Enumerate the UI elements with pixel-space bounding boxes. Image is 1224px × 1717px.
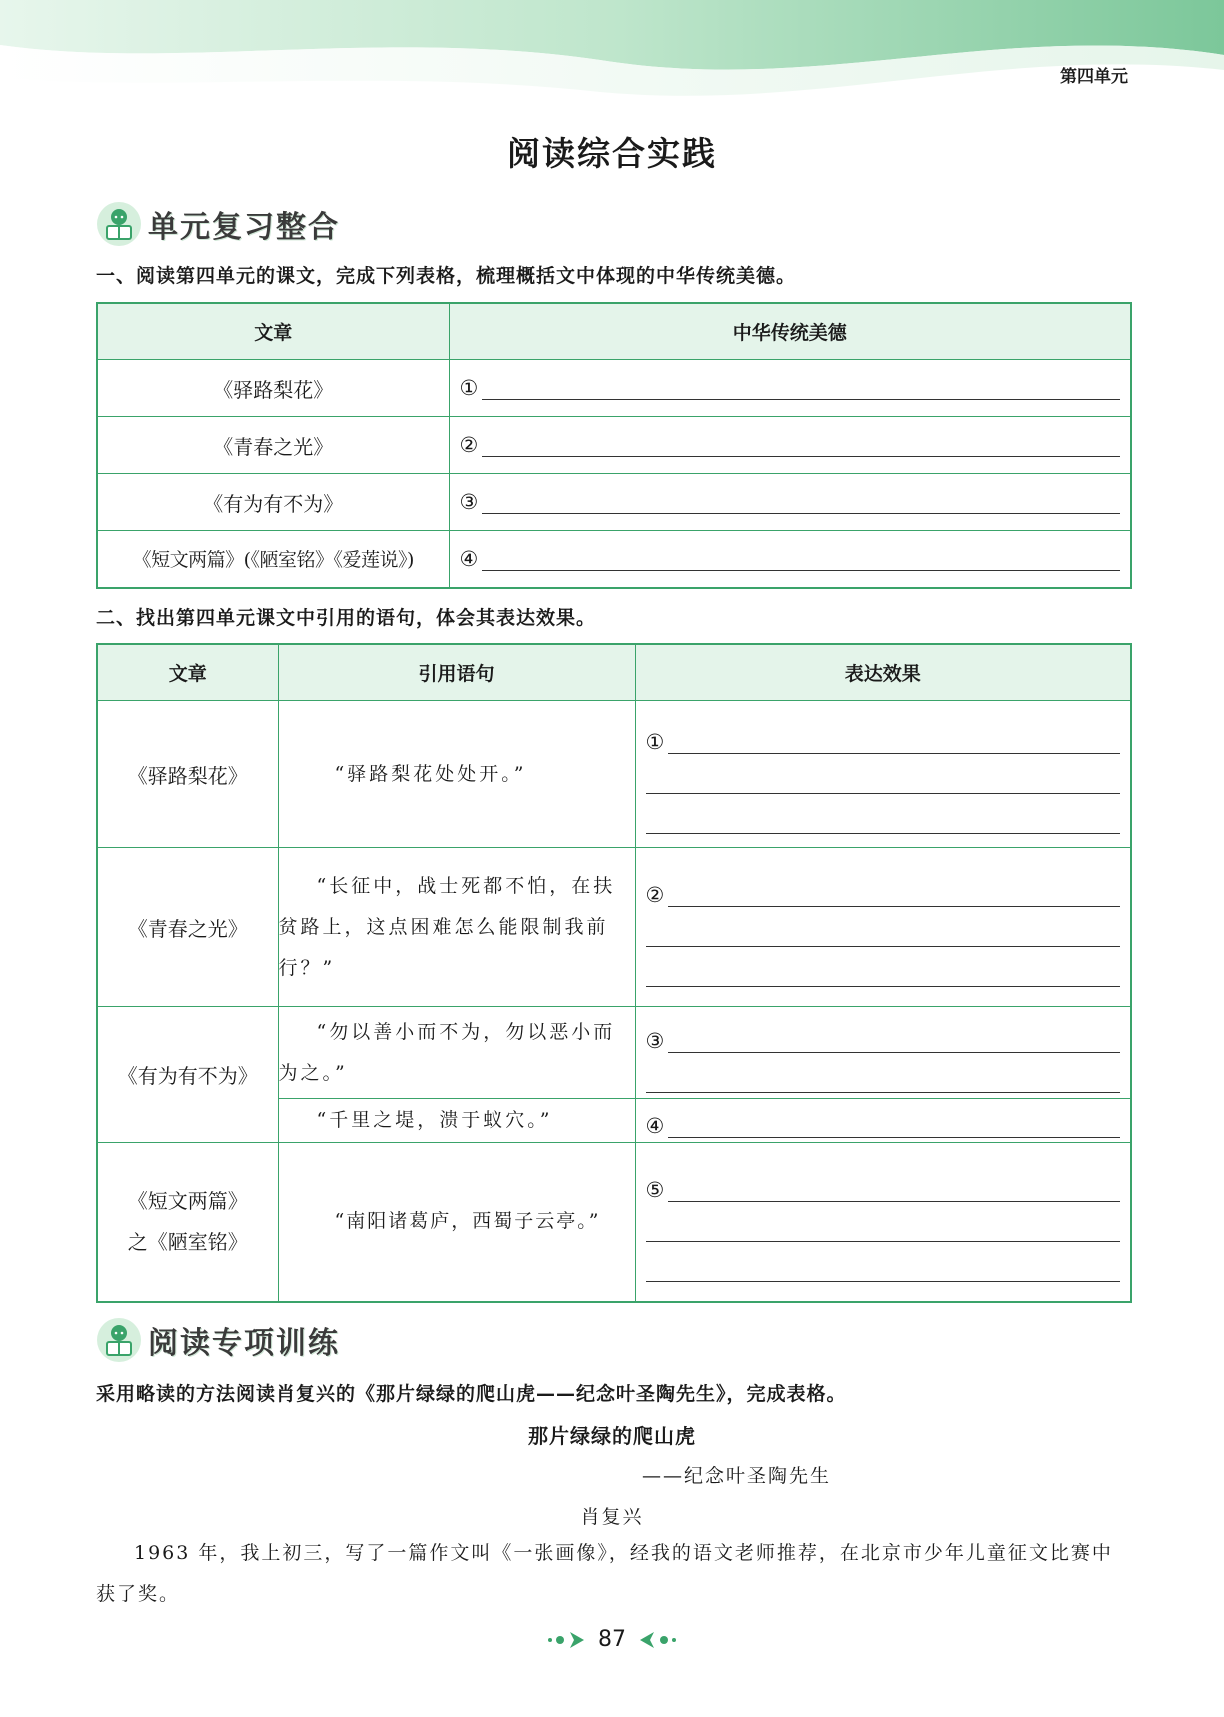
table-row (97, 1007, 1131, 1099)
effect-cell[interactable] (635, 1007, 1131, 1099)
answer-line[interactable] (646, 771, 1121, 794)
section-heading-reading-training (96, 1316, 340, 1364)
answer-line[interactable] (668, 884, 1120, 907)
answer-line[interactable] (482, 491, 1120, 514)
page-number: 87 (598, 1627, 626, 1652)
section-title: 阅读专项训练 (148, 1326, 340, 1361)
answer-line[interactable] (482, 548, 1120, 571)
section-heading-review (96, 200, 340, 248)
answer-line[interactable] (646, 924, 1121, 947)
passage-paragraph: 1963 年，我上初三，写了一篇作文叫《一张画像》，经我的语文老师推荐，在北京市少年儿童征文比赛中获了奖。 (96, 1542, 1113, 1605)
answer-number: ① (459, 376, 479, 400)
answer-number: ⑤ (645, 1177, 665, 1202)
answer-line[interactable] (646, 1259, 1121, 1282)
page-title: 阅读综合实践 (507, 134, 717, 173)
table-row (97, 417, 1131, 474)
section-title: 单元复习整合 (148, 210, 340, 245)
col-header-quote: 引用语句 (278, 644, 635, 701)
header-wave-decoration (0, 0, 1224, 115)
quote-cell: “长征中，战士死都不怕，在扶贫路上，这点困难怎么能限制我前行？” (278, 848, 635, 1007)
answer-number: ③ (645, 1028, 665, 1053)
table-virtues (96, 302, 1132, 589)
quote-cell: “勿以善小而不为，勿以恶小而为之。” (278, 1007, 635, 1099)
left-arrow-decoration-icon (546, 1630, 588, 1650)
effect-cell[interactable] (635, 1099, 1131, 1143)
right-arrow-decoration-icon (636, 1630, 678, 1650)
answer-cell[interactable] (449, 474, 1131, 531)
answer-line[interactable] (668, 1030, 1120, 1053)
passage-subtitle: ——纪念叶圣陶先生 (642, 1465, 832, 1487)
col-header-effect: 表达效果 (635, 644, 1131, 701)
reading-instruction: 采用略读的方法阅读肖复兴的《那片绿绿的爬山虎——纪念叶圣陶先生》，完成表格。 (96, 1383, 847, 1405)
reading-student-icon (96, 201, 142, 247)
answer-cell[interactable] (449, 417, 1131, 474)
quote-cell: “南阳诸葛庐，西蜀子云亭。” (278, 1143, 635, 1302)
answer-number: ④ (459, 546, 479, 571)
page-footer (0, 1627, 1224, 1652)
quote-cell: “千里之堤，溃于蚁穴。” (278, 1099, 635, 1143)
table-row (97, 1143, 1131, 1302)
article-line: 之《陋室铭》 (127, 1229, 248, 1254)
quote-cell: “驿路梨花处处开。” (278, 701, 635, 848)
article-cell: 《青春之光》 (97, 848, 278, 1007)
article-cell: 《青春之光》 (97, 417, 449, 474)
col-header-virtue: 中华传统美德 (449, 303, 1131, 360)
answer-number: ② (459, 433, 479, 457)
answer-number: ② (645, 883, 665, 907)
table-row (97, 848, 1131, 1007)
col-header-article: 文章 (97, 303, 449, 360)
table-quotations (96, 643, 1132, 1303)
question-1-instruction: 一、阅读第四单元的课文，完成下列表格，梳理概括文中体现的中华传统美德。 (96, 265, 797, 287)
table-row (97, 531, 1131, 588)
article-cell: 《短文两篇》(《陋室铭》《爱莲说》) (97, 531, 449, 588)
answer-line[interactable] (668, 1179, 1120, 1202)
article-cell: 《有为有不为》 (97, 1007, 278, 1143)
answer-line[interactable] (646, 1219, 1121, 1242)
reading-student-icon (96, 1317, 142, 1363)
answer-cell[interactable] (449, 360, 1131, 417)
effect-cell[interactable] (635, 1143, 1131, 1302)
answer-number: ③ (459, 490, 479, 514)
answer-cell[interactable] (449, 531, 1131, 588)
article-line: 《短文两篇》 (127, 1188, 248, 1213)
article-cell: 《驿路梨花》 (97, 360, 449, 417)
answer-line[interactable] (646, 1070, 1121, 1093)
passage-author: 肖复兴 (580, 1506, 644, 1528)
answer-number: ④ (645, 1113, 665, 1138)
question-2-instruction: 二、找出第四单元课文中引用的语句，体会其表达效果。 (96, 607, 597, 629)
passage-title: 那片绿绿的爬山虎 (528, 1424, 696, 1448)
answer-line[interactable] (668, 1115, 1120, 1138)
article-cell: 《有为有不为》 (97, 474, 449, 531)
col-header-article: 文章 (97, 644, 278, 701)
table-header-row (97, 644, 1131, 701)
table-row (97, 360, 1131, 417)
effect-cell[interactable] (635, 848, 1131, 1007)
answer-line[interactable] (482, 434, 1120, 457)
answer-line[interactable] (668, 731, 1120, 754)
answer-line[interactable] (646, 964, 1121, 987)
unit-label: 第四单元 (1060, 67, 1128, 87)
table-header-row (97, 303, 1131, 360)
answer-line[interactable] (646, 811, 1121, 834)
article-cell: 《驿路梨花》 (97, 701, 278, 848)
answer-number: ① (645, 730, 665, 754)
answer-line[interactable] (482, 377, 1120, 400)
effect-cell[interactable] (635, 701, 1131, 848)
table-row (97, 701, 1131, 848)
table-row (97, 474, 1131, 531)
article-cell (97, 1143, 278, 1302)
